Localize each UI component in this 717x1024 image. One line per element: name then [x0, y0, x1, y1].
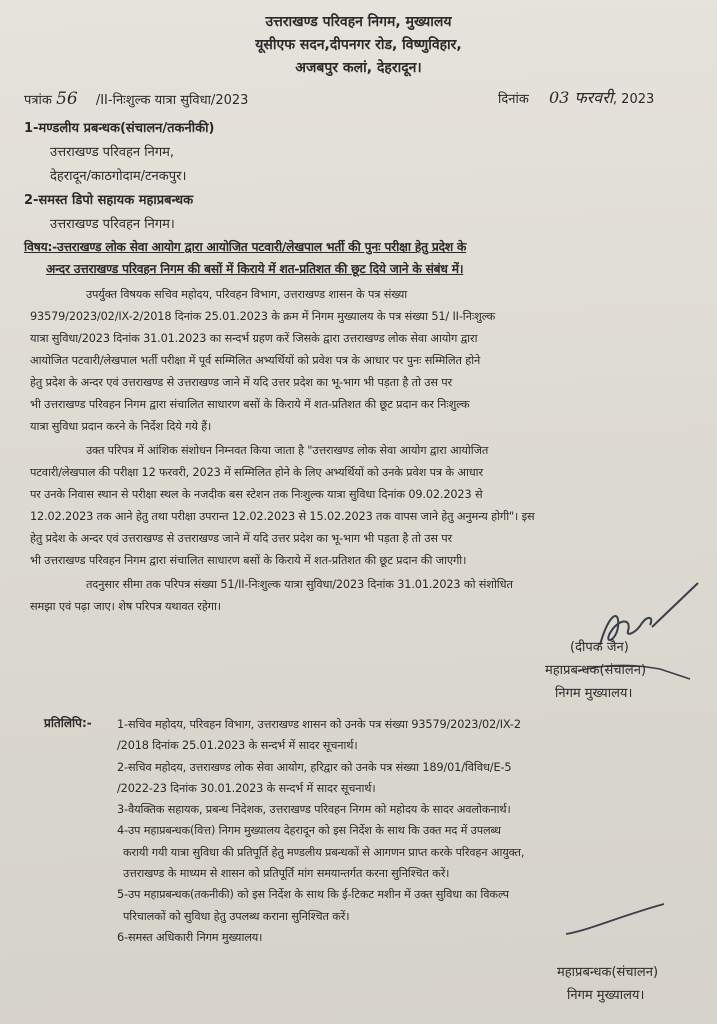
date-label: दिनांक	[498, 92, 529, 107]
recipient-2: 2-समस्त डिपो सहायक महाप्रबन्धक	[24, 193, 194, 208]
para1-line: यात्रा सुविधा प्रदान करने के निर्देश दिये गये हैं।	[30, 420, 212, 433]
ref-number: 56	[56, 89, 78, 109]
signatory-designation: महाप्रबन्धक(संचालन)	[545, 663, 647, 678]
copy-item-line: 3-वैयक्तिक सहायक, प्रबन्ध निदेशक, उत्तराखण्ड परिवहन निगम को महोदय के सादर अवलोकनार्थ।	[117, 803, 511, 817]
copy-item-line: 4-उप महाप्रबन्धक(वित्त) निगम मुख्यालय देहरादून को इस निर्देश के साथ कि उक्त मद में उपलब्ध	[117, 824, 501, 838]
para1-line: 93579/2023/02/IX-2/2018 दिनांक 25.01.2023 के क्रम में निगम मुख्यालय के पत्र संख्या 51/ II-निःशुल्क	[30, 310, 496, 323]
subject-line-2: अन्दर उत्तराखण्ड परिवहन निगम की बसों में किराये में शत-प्रतिशत की छूट दिये जाने के संबंध में।	[46, 262, 464, 276]
para3-line: तदनुसार सीमा तक परिपत्र संख्या 51/II-निःशुल्क यात्रा सुविधा/2023 दिनांक 31.01.2023 को संशोधित	[86, 578, 513, 591]
recipient-1: 1-मण्डलीय प्रबन्धक(संचालन/तकनीकी)	[24, 121, 215, 136]
body-paragraph-2	[30, 440, 535, 572]
para1-line: भी उत्तराखण्ड परिवहन निगम द्वारा संचालित साधारण बसों के किराये में शत-प्रतिशत की छूट प्रदान कर निःशुल्क	[30, 398, 470, 411]
copy-item-line: करायी गयी यात्रा सुविधा की प्रतिपूर्ति हेतु मण्डलीय प्रबन्धकों से आगणन प्राप्त करके परिवहन आयुक्त,	[123, 845, 525, 859]
body-paragraph-1	[30, 284, 495, 438]
body-paragraph-3	[30, 574, 513, 618]
para1-line: यात्रा सुविधा/2023 दिनांक 31.01.2023 का सन्दर्भ ग्रहण करें जिसके द्वारा उत्तराखण्ड लोक सेवा आयोग द्वारा	[30, 332, 478, 345]
copy-label: प्रतिलिपि:-	[44, 716, 92, 730]
copy-item-line: परिचालकों को सुविधा हेतु उपलब्ध कराना सुनिश्चित करें।	[123, 909, 350, 923]
reference-line	[24, 89, 248, 109]
para1-line: आयोजित पटवारी/लेखपाल भर्ती परीक्षा में पूर्व सम्मिलित अभ्यर्थियों को प्रवेश पत्र के आधार पर पुनः सम्मिलित होने	[30, 354, 481, 367]
footer-designation: महाप्रबन्धक(संचालन)	[557, 965, 659, 980]
para2-line: पटवारी/लेखपाल की परीक्षा 12 फरवरी, 2023 में सम्मिलित होने के लिए अभ्यर्थियों को उनके प्रवेश पत्र के आधार	[30, 466, 483, 479]
para2-line: भी उत्तराखण्ड परिवहन निगम द्वारा संचालित साधारण बसों के किराये में शत-प्रतिशत की छूट प्रदान की जाएगी।	[30, 554, 467, 567]
subject-line-1: विषय:-उत्तराखण्ड लोक सेवा आयोग द्वारा आयोजित पटवारी/लेखपाल भर्ती की पुनः परीक्षा हेतु प्रदेश के	[24, 240, 467, 254]
copy-item-line: 1-सचिव महोदय, परिवहन विभाग, उत्तराखण्ड शासन को उनके पत्र संख्या 93579/2023/02/IX-2	[117, 718, 521, 731]
date-block	[498, 86, 654, 108]
para1-line: हेतु प्रदेश के अन्दर एवं उत्तराखण्ड से उत्तराखण्ड जाने में यदि उत्तर प्रदेश का भू-भाग भी पड़ता है तो उस पर	[30, 376, 452, 389]
copy-list	[117, 714, 524, 948]
recipient-2-org: उत्तराखण्ड परिवहन निगम।	[50, 217, 175, 232]
recipient-1-locations: देहरादून/काठगोदाम/टनकपुर।	[50, 169, 187, 184]
ref-subject-code: /II-निःशुल्क यात्रा सुविधा/2023	[95, 93, 249, 108]
copy-item-line: /2018 दिनांक 25.01.2023 के सन्दर्भ में सादर सूचनार्थ।	[117, 739, 358, 753]
copy-item-line: 5-उप महाप्रबन्धक(तकनीकी) को इस निर्देश के साथ कि ई-टिकट मशीन में उक्त सुविधा का विकल्प	[117, 888, 509, 902]
letterhead-address-1: यूसीएफ सदन,दीपनगर रोड, विष्णुविहार,	[255, 37, 462, 53]
footer-signature-stroke	[560, 900, 670, 940]
para2-line: हेतु प्रदेश के अन्दर एवं उत्तराखण्ड से उत्तराखण्ड जाने में यदि उत्तर प्रदेश का भू-भाग भी पड़ता है तो उस पर	[30, 532, 452, 545]
para1-line: उपर्युक्त विषयक सचिव महोदय, परिवहन विभाग, उत्तराखण्ड शासन के पत्र संख्या	[86, 288, 408, 301]
para2-line: पर उनके निवास स्थान से परीक्षा स्थल के नजदीक बस स्टेशन तक निःशुल्क यात्रा सुविधा दिनांक 09.02.2023 से	[30, 488, 483, 501]
signatory-name: (दीपक जैन)	[570, 640, 629, 655]
copy-item-line: 2-सचिव महोदय, उत्तराखण्ड लोक सेवा आयोग, हरिद्वार को उनके पत्र संख्या 189/01/विविध/E-5	[117, 760, 512, 774]
copy-item-line: उत्तराखण्ड के माध्यम से शासन को प्रतिपूर्ति मांग समयान्तर्गत करना सुनिश्चित करें।	[123, 867, 450, 881]
signatory-office: निगम मुख्यालय।	[555, 686, 633, 701]
copy-item-line: 6-समस्त अधिकारी निगम मुख्यालय।	[117, 930, 263, 944]
para3-line: समझा एवं पढ़ा जाए। शेष परिपत्र यथावत रहेगा।	[30, 600, 221, 613]
recipient-1-org: उत्तराखण्ड परिवहन निगम,	[50, 145, 175, 160]
para2-line: उक्त परिपत्र में आंशिक संशोधन निम्नवत किया जाता है "उत्तराखण्ड लोक सेवा आयोग द्वारा आयोजित	[86, 444, 489, 457]
date-year: , 2023	[612, 92, 655, 107]
letterhead-address-2: अजबपुर कलां, देहरादून।	[295, 60, 422, 76]
letterhead-org: उत्तराखण्ड परिवहन निगम, मुख्यालय	[265, 14, 452, 30]
para2-line: 12.02.2023 तक आने हेतु तथा परीक्षा उपरान्त 12.02.2023 से 15.02.2023 तक वापस जाने हेतु अनुमन्य होगी"। इस	[30, 510, 535, 523]
ref-prefix: पत्रांक	[24, 93, 52, 108]
copy-item-line: /2022-23 दिनांक 30.01.2023 के सन्दर्भ में सादर सूचनार्थ।	[117, 781, 376, 795]
date-handwritten: 03 फरवरी	[548, 88, 613, 107]
footer-office: निगम मुख्यालय।	[567, 988, 645, 1003]
